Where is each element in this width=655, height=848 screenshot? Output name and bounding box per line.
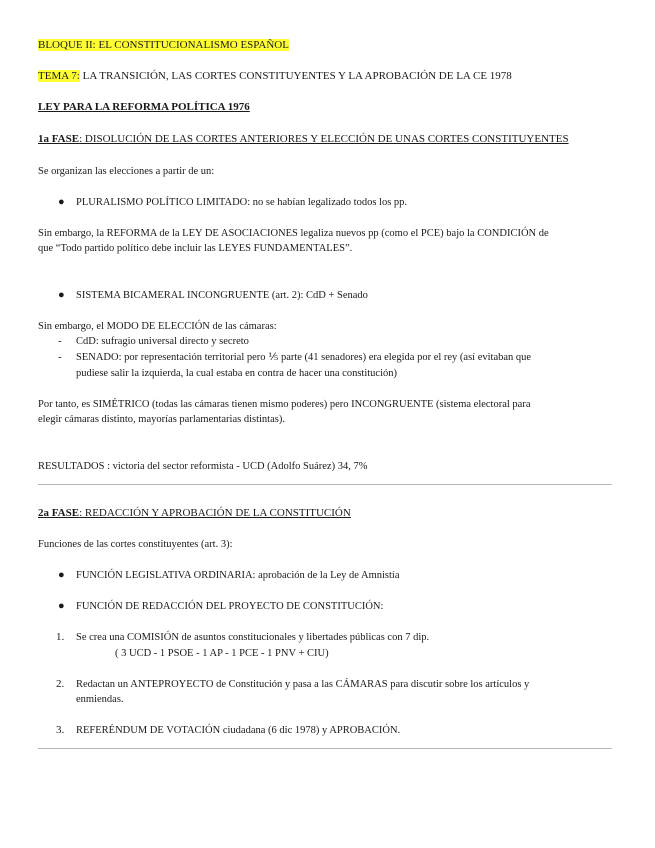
fase1-para2: Sin embargo, el MODO DE ELECCIÓN de las cámaras: <box>38 321 277 332</box>
fase2-label: 2a FASE <box>38 507 80 519</box>
fase1-para3-line1: Por tanto, es SIMÉTRICO (todas las cámaras tienen mismo poderes) pero INCONGRUENTE (sistema electoral para <box>38 399 531 410</box>
fase1-dash1: CdD: sufragio universal directo y secreto <box>76 336 249 347</box>
fase1-resultados: RESULTADOS : victoria del sector reformista - UCD (Adolfo Suárez) 34, 7% <box>38 461 368 472</box>
tema-heading <box>38 69 618 84</box>
item3-number: 3. <box>56 724 65 736</box>
fase1-para3-line2: elegir cámaras distinto, mayorías parlamentarias distintas). <box>38 414 285 425</box>
fase2-item1-line1: Se crea una COMISIÓN de asuntos constitucionales y libertades públicas con 7 dip. <box>76 632 430 643</box>
bullet-icon: ● <box>58 196 65 208</box>
fase1-para1-line2: que “Todo partido político debe incluir las LEYES FUNDAMENTALES”. <box>38 243 353 254</box>
section-divider <box>38 484 612 485</box>
dash-icon: - <box>58 335 62 347</box>
bloque-text: BLOQUE II: EL CONSTITUCIONALISMO ESPAÑOL <box>38 39 289 51</box>
dash-icon: - <box>58 351 62 363</box>
fase1-bullet2: SISTEMA BICAMERAL INCONGRUENTE (art. 2): CdD + Senado <box>76 290 368 301</box>
fase1-heading <box>38 132 618 147</box>
tema-label: TEMA 7: <box>38 70 80 82</box>
tema-title: LA TRANSICIÓN, LAS CORTES CONSTITUYENTES Y LA APROBACIÓN DE LA CE 1978 <box>79 70 512 82</box>
fase2-bullet2: FUNCIÓN DE REDACCIÓN DEL PROYECTO DE CONSTITUCIÓN: <box>76 601 384 612</box>
section-divider <box>38 748 612 749</box>
item2-number: 2. <box>56 678 65 690</box>
bullet-icon: ● <box>58 289 65 301</box>
fase1-para1-line1: Sin embargo, la REFORMA de la LEY DE ASOCIACIONES legaliza nuevos pp (como el PCE) bajo la CONDICIÓN de <box>38 228 549 239</box>
bullet-icon: ● <box>58 600 65 612</box>
bloque-heading <box>38 38 618 53</box>
bullet-icon: ● <box>58 569 65 581</box>
fase1-label: 1a FASE <box>38 133 80 145</box>
fase2-title: : REDACCIÓN Y APROBACIÓN DE LA CONSTITUCIÓN <box>79 507 351 519</box>
fase1-bullet1: PLURALISMO POLÍTICO LIMITADO: no se habían legalizado todos los pp. <box>76 197 408 208</box>
fase1-dash2-line1: SENADO: por representación territorial pero ⅕ parte (41 senadores) era elegida por el rey (así evitaban que <box>76 352 532 363</box>
fase2-item3-line1: REFERÉNDUM DE VOTACIÓN ciudadana (6 dic 1978) y APROBACIÓN. <box>76 725 401 736</box>
fase2-item2-line1: Redactan un ANTEPROYECTO de Constitución y pasa a las CÁMARAS para discutir sobre los artículos y <box>76 679 530 690</box>
fase1-intro: Se organizan las elecciones a partir de un: <box>38 166 215 177</box>
fase2-intro: Funciones de las cortes constituyentes (art. 3): <box>38 539 233 550</box>
fase2-item2-line2: enmiendas. <box>76 694 124 705</box>
fase2-item1-line2: ( 3 UCD - 1 PSOE - 1 AP - 1 PCE - 1 PNV + CIU) <box>115 648 329 659</box>
fase1-dash2-line2: pudiese salir la izquierda, la cual estaba en contra de hacer una constitución) <box>76 368 397 379</box>
fase1-title: : DISOLUCIÓN DE LAS CORTES ANTERIORES Y ELECCIÓN DE UNAS CORTES CONSTITUYENTES <box>79 133 569 145</box>
item1-number: 1. <box>56 631 65 643</box>
fase2-heading <box>38 506 618 521</box>
fase2-bullet1: FUNCIÓN LEGISLATIVA ORDINARIA: aprobación de la Ley de Amnistía <box>76 570 400 581</box>
ley-title: LEY PARA LA REFORMA POLÍTICA 1976 <box>38 101 250 113</box>
